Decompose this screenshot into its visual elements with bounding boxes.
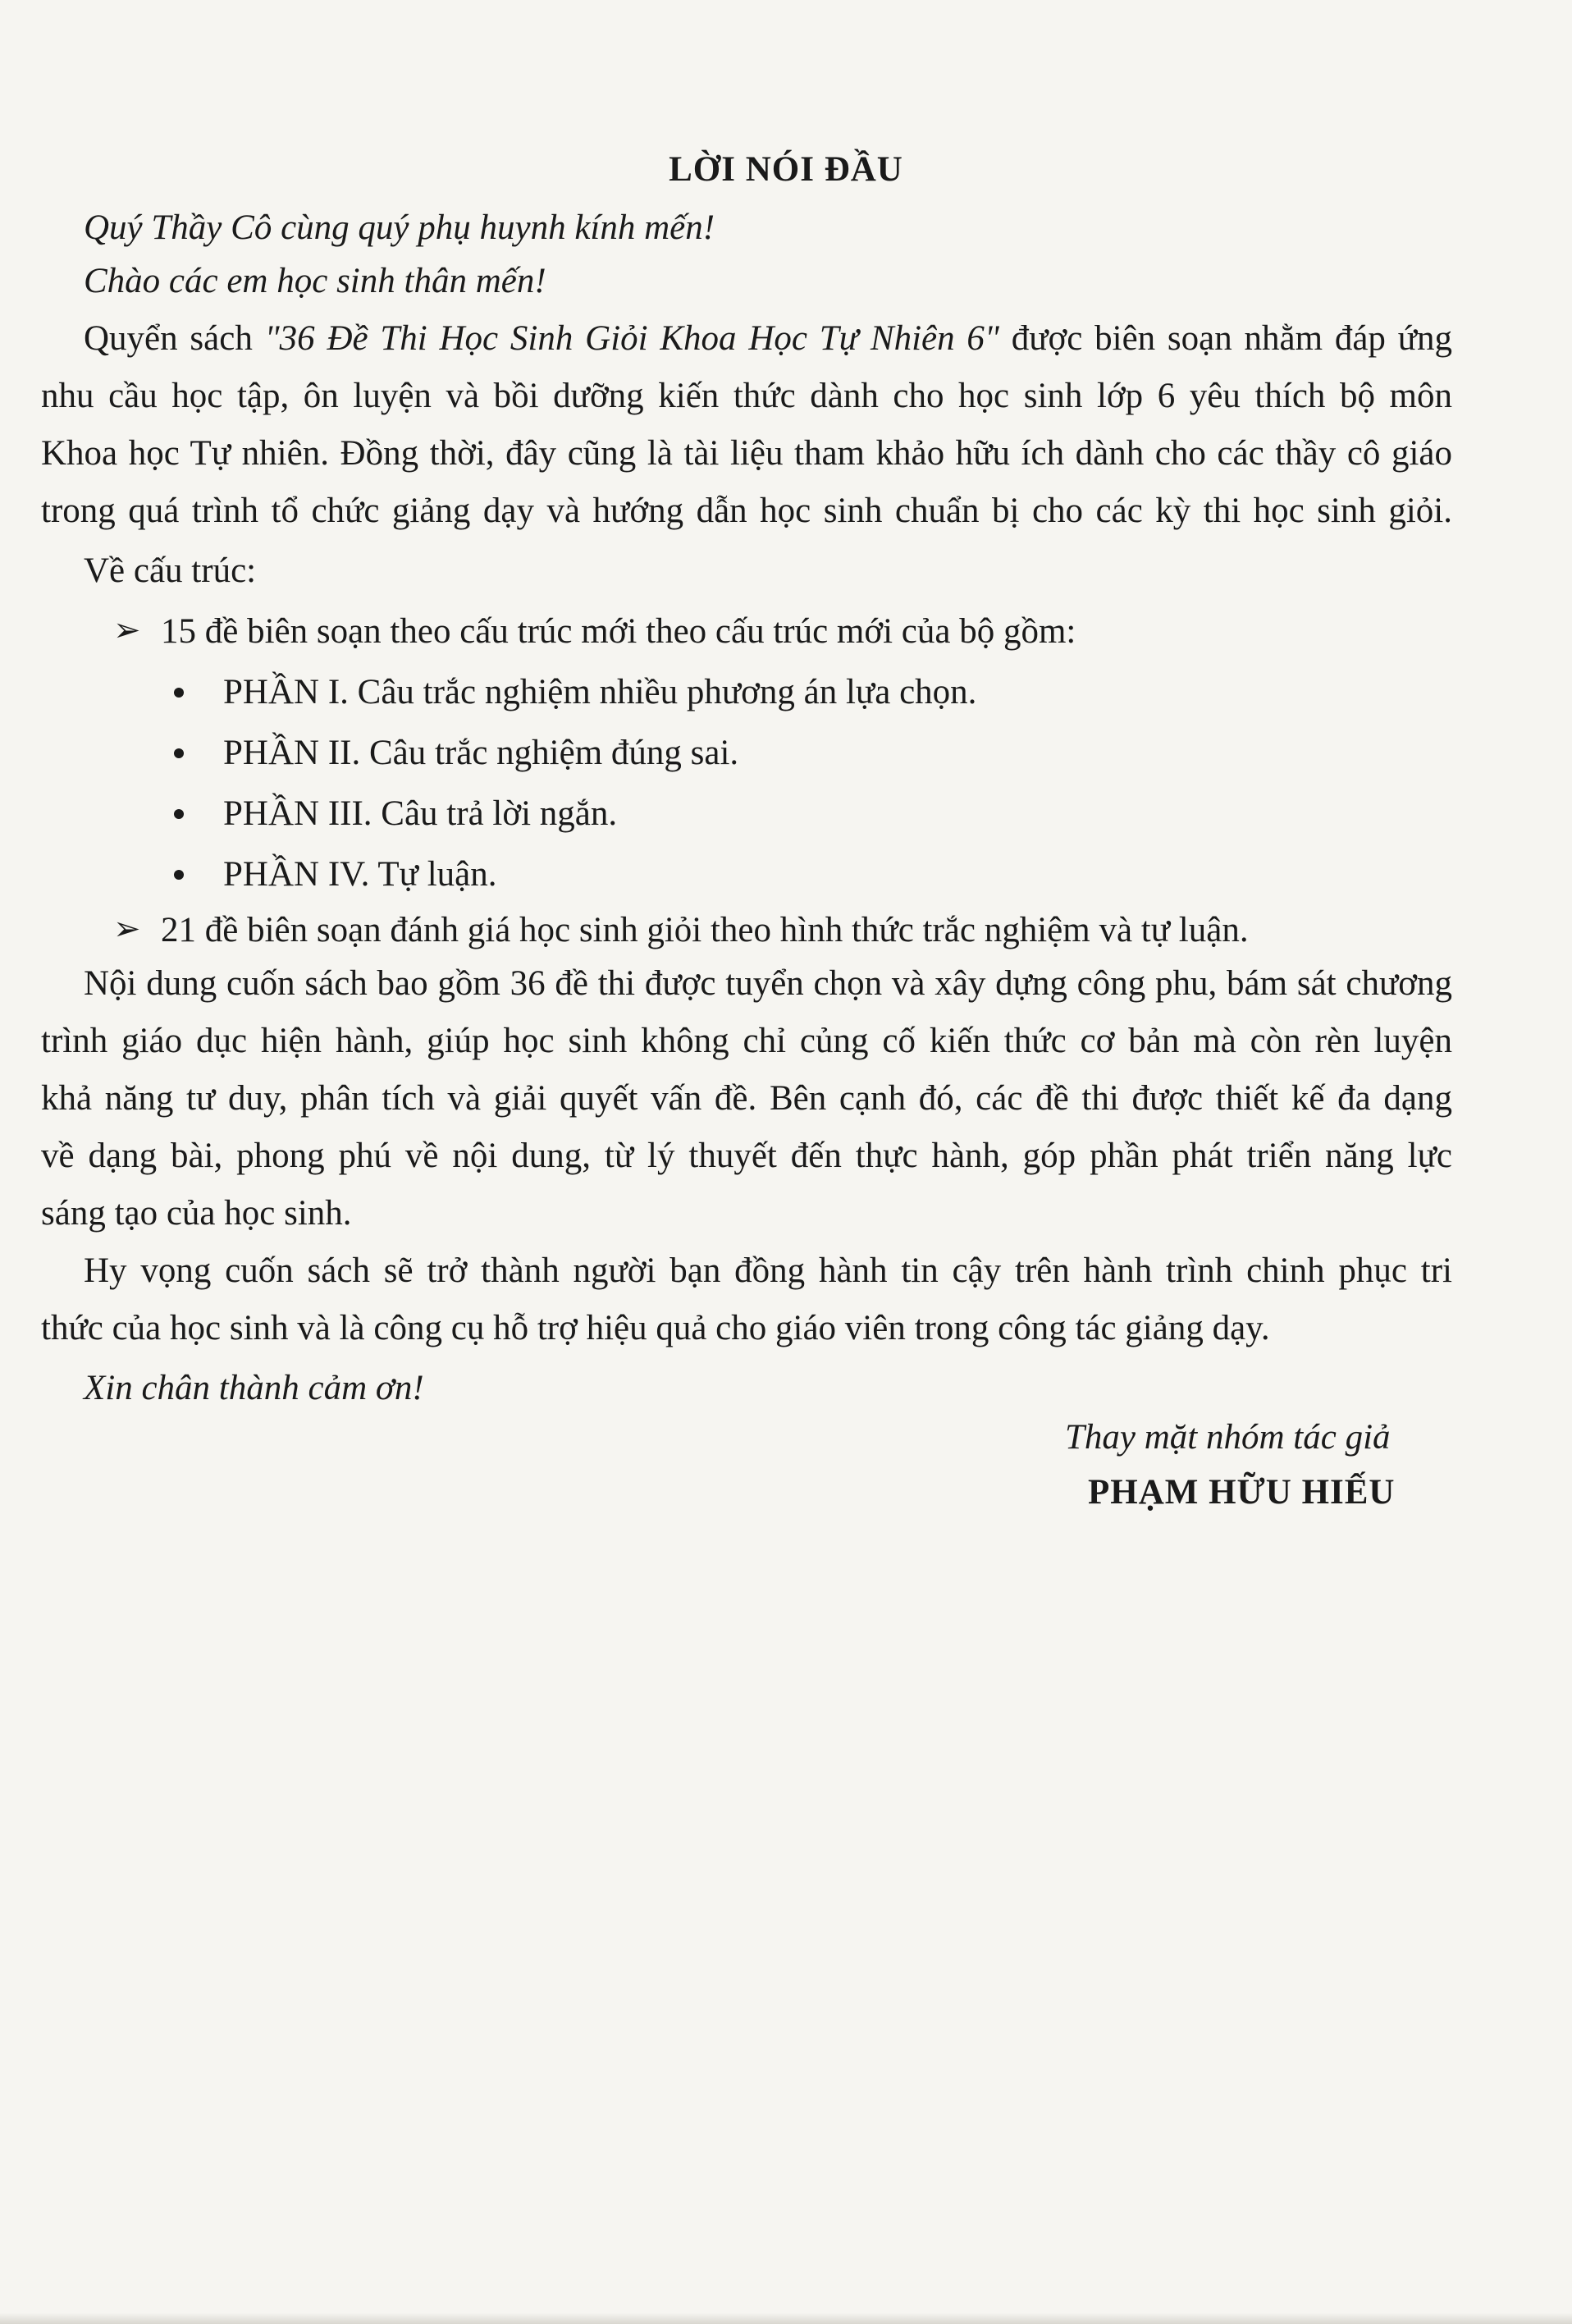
bullet-icon xyxy=(174,809,184,819)
bullet-icon xyxy=(174,748,184,758)
hope-line-1: Hy vọng cuốn sách sẽ trở thành người bạn đồng hành tin cậy trên hành trình chinh phục tri xyxy=(84,1251,1452,1290)
page-title: LỜI NÓI ĐẦU xyxy=(669,150,903,189)
content-line-4: về dạng bài, phong phú về nội dung, từ lý thuyết đến thực hành, góp phần phát triển năng lực xyxy=(41,1137,1452,1175)
book-title: "36 Đề Thi Học Sinh Giỏi Khoa Học Tự Nhiên 6" xyxy=(264,319,999,358)
author-name: PHẠM HỮU HIẾU xyxy=(1088,1473,1396,1512)
intro-line-1 xyxy=(84,321,1452,356)
greeting-parents: Quý Thầy Cô cùng quý phụ huynh kính mến! xyxy=(84,208,715,247)
intro-suffix: được biên soạn nhằm đáp ứng xyxy=(998,319,1453,358)
part-item: PHẦN IV. Tự luận. xyxy=(223,855,497,894)
content-line-2: trình giáo dục hiện hành, giúp học sinh không chỉ củng cố kiến thức cơ bản mà còn rèn luyện xyxy=(41,1022,1452,1060)
page-bottom-edge xyxy=(0,2313,1572,2324)
intro-line-2: nhu cầu học tập, ôn luyện và bồi dưỡng kiến thức dành cho học sinh lớp 6 yêu thích bộ môn xyxy=(41,377,1452,415)
bullet-icon xyxy=(174,688,184,698)
part-item: PHẦN II. Câu trắc nghiệm đúng sai. xyxy=(223,734,739,772)
greeting-students: Chào các em học sinh thân mến! xyxy=(84,262,546,300)
hope-line-2: thức của học sinh và là công cụ hỗ trợ hiệu quả cho giáo viên trong công tác giảng dạy. xyxy=(41,1309,1270,1347)
content-line-5: sáng tạo của học sinh. xyxy=(41,1194,352,1233)
intro-line-4: trong quá trình tổ chức giảng dạy và hướng dẫn học sinh chuẩn bị cho các kỳ thi học sinh giỏi. xyxy=(41,492,1452,530)
arrow-bullet-icon: ➢ xyxy=(113,910,141,947)
structure-item-1: 15 đề biên soạn theo cấu trúc mới theo cấu trúc mới của bộ gồm: xyxy=(161,612,1076,651)
signature-role: Thay mặt nhóm tác giả xyxy=(1065,1418,1391,1457)
intro-line-3: Khoa học Tự nhiên. Đồng thời, đây cũng là tài liệu tham khảo hữu ích dành cho các thầy cô giáo xyxy=(41,434,1452,473)
part-item: PHẦN I. Câu trắc nghiệm nhiều phương án lựa chọn. xyxy=(223,673,977,711)
part-item: PHẦN III. Câu trả lời ngắn. xyxy=(223,794,618,833)
structure-item-2: 21 đề biên soạn đánh giá học sinh giỏi theo hình thức trắc nghiệm và tự luận. xyxy=(161,911,1249,949)
content-line-1: Nội dung cuốn sách bao gồm 36 đề thi được tuyển chọn và xây dựng công phu, bám sát chương xyxy=(84,964,1452,1003)
bullet-icon xyxy=(174,870,184,880)
thanks-line: Xin chân thành cảm ơn! xyxy=(84,1369,424,1407)
intro-prefix: Quyển sách xyxy=(84,319,265,358)
arrow-bullet-icon: ➢ xyxy=(113,611,141,648)
content-line-3: khả năng tư duy, phân tích và giải quyết vấn đề. Bên cạnh đó, các đề thi được thiết kế đa dạng xyxy=(41,1079,1452,1118)
structure-heading: Về cấu trúc: xyxy=(84,551,257,590)
